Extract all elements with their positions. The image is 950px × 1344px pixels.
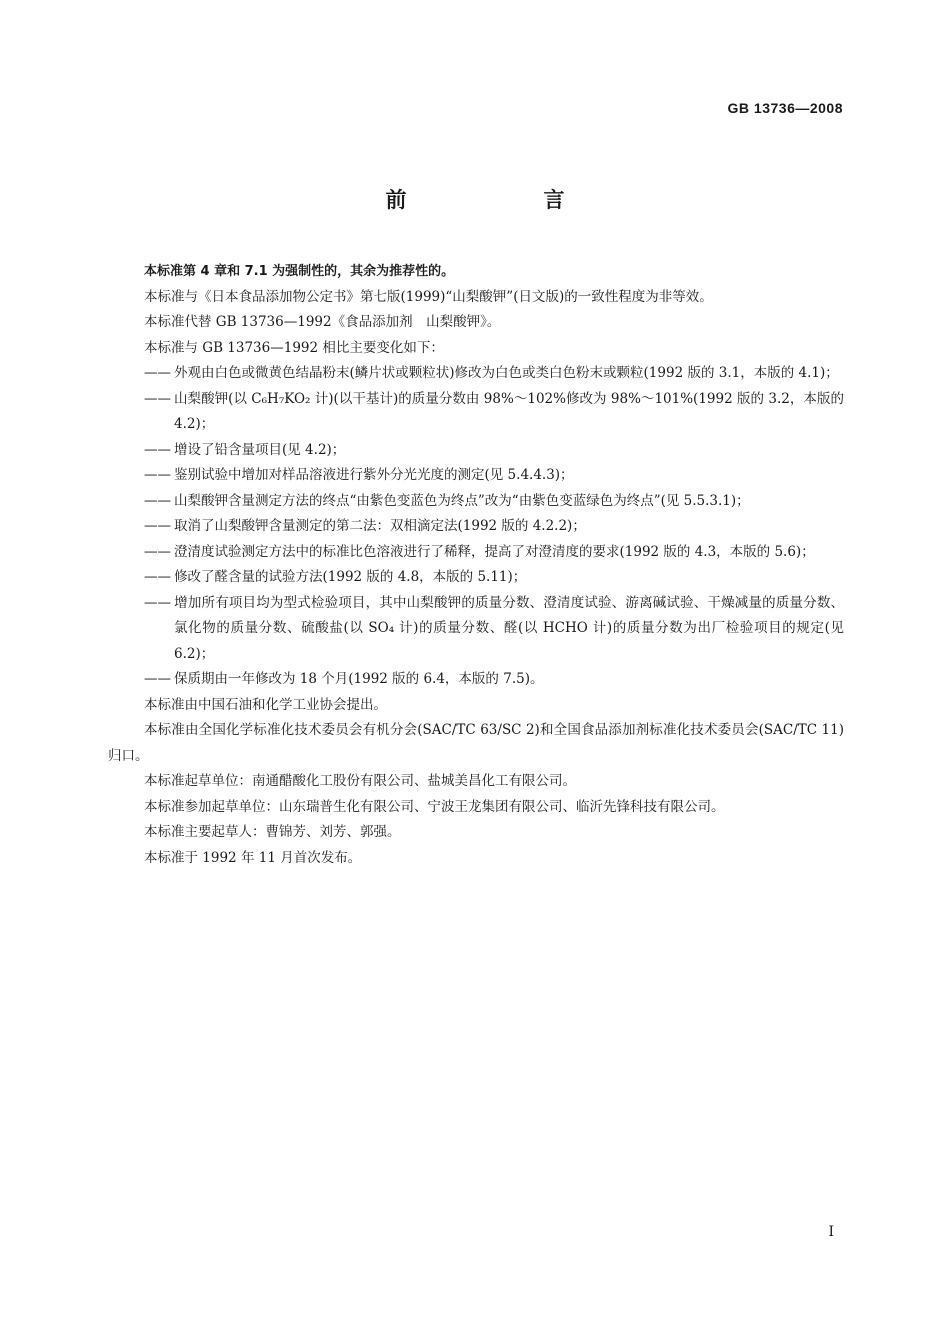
change-item (108, 565, 844, 591)
participating-organizations: 本标准参加起草单位：山东瑞普生化有限公司、宁波王龙集团有限公司、临沂先锋科技有限公司。 (144, 798, 725, 815)
page-number: I (828, 1224, 834, 1240)
first-publication: 本标准于 1992 年 11 月首次发布。 (144, 849, 362, 866)
change-text: 鉴别试验中增加对样品溶液进行紫外分光光度的测定(见 5.4.4.3)； (174, 467, 574, 483)
consistency-statement: 本标准与《日本食品添加物公定书》第七版(1999)“山梨酸钾”(日文版)的一致性程度为非等效。 (144, 288, 713, 305)
change-item (108, 540, 844, 566)
dash-marker: —— (144, 492, 171, 509)
change-text: 外观由白色或微黄色结晶粉末(鳞片状或颗粒状)修改为白色或类白色粉末或颗粒(1992 版的 3.1，本版的 4.1)； (174, 365, 839, 381)
dash-marker: —— (144, 518, 171, 534)
drafting-organizations: 本标准起草单位：南通醋酸化工股份有限公司、盐城美昌化工有限公司。 (144, 773, 576, 789)
dash-marker: —— (144, 467, 171, 483)
document-code: GB 13736—2008 (727, 100, 843, 116)
change-text: 澄清度试验测定方法中的标准比色溶液进行了稀释，提高了对澄清度的要求(1992 版的 4.3，本版的 5.6)； (174, 543, 815, 560)
change-item (108, 438, 844, 464)
change-item (108, 591, 844, 668)
dash-marker: —— (144, 671, 171, 687)
main-drafters: 本标准主要起草人：曹锦芳、刘芳、郭强。 (144, 824, 401, 840)
foreword-body (108, 259, 844, 871)
dash-marker: —— (144, 441, 171, 458)
change-item (108, 489, 844, 515)
change-text: 保质期由一年修改为 18 个月(1992 版的 6.4，本版的 7.5)。 (174, 671, 544, 687)
dash-marker: —— (144, 594, 171, 611)
change-text: 增设了铅含量项目(见 4.2)； (174, 441, 346, 458)
page-title: 前 言 (385, 188, 623, 212)
change-item (108, 514, 844, 540)
change-text: 增加所有项目均为型式检验项目，其中山梨酸钾的质量分数、澄清度试验、游离碱试验、干燥减量的质量分数、氯化物的质量分数、硫酸盐(以 SO₄ 计)的质量分数、醛(以 HCHO 计)的质量分数为出厂检验项目的规定(见 6.2)； (174, 594, 844, 662)
change-item (108, 361, 844, 387)
change-text: 修改了醛含量的试验方法(1992 版的 4.8，本版的 5.11)； (174, 569, 527, 585)
mandatory-clause-statement: 本标准第 4 章和 7.1 为强制性的，其余为推荐性的。 (144, 264, 455, 279)
dash-marker: —— (144, 365, 171, 381)
change-text: 山梨酸钾含量测定方法的终点“由紫色变蓝色为终点”改为“由紫色变蓝绿色为终点”(见 5.5.3.1)； (174, 492, 750, 509)
proposer-statement: 本标准由中国石油和化学工业协会提出。 (144, 696, 387, 713)
dash-marker: —— (144, 543, 171, 560)
changes-intro: 本标准与 GB 13736—1992 相比主要变化如下： (144, 339, 444, 356)
change-text: 取消了山梨酸钾含量测定的第二法：双相滴定法(1992 版的 4.2.2)； (174, 518, 586, 534)
change-item (108, 463, 844, 489)
change-item (108, 387, 844, 438)
dash-marker: —— (144, 569, 171, 585)
replacement-statement: 本标准代替 GB 13736—1992《食品添加剂 山梨酸钾》。 (144, 314, 501, 330)
dash-marker: —— (144, 390, 171, 407)
change-item (108, 667, 844, 693)
change-text: 山梨酸钾(以 C₆H₇KO₂ 计)(以干基计)的质量分数由 98%～102%修改为 98%～101%(1992 版的 3.2，本版的 4.2)； (174, 390, 844, 432)
responsible-committee-statement: 本标准由全国化学标准化技术委员会有机分会(SAC/TC 63/SC 2)和全国食品添加剂标准化技术委员会(SAC/TC 11)归口。 (108, 722, 844, 764)
